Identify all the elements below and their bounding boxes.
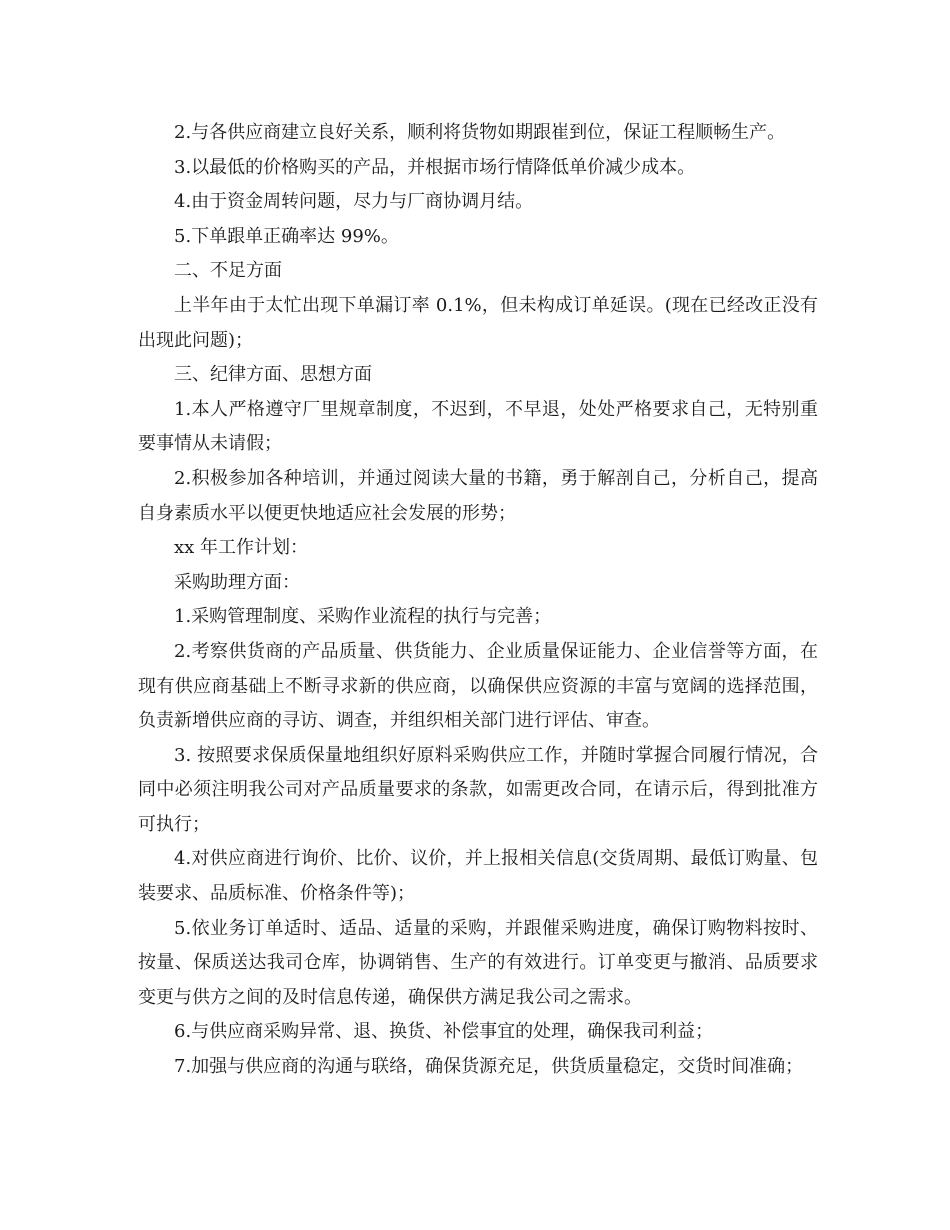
list-item: 2.考察供货商的产品质量、供货能力、企业质量保证能力、企业信誉等方面，在现有供应商基础上不断寻求新的供应商，以确保供应资源的丰富与宽阔的选择范围，负责新增供应商的寻访、调查，并组织相关部门进行评估、审查。	[138, 640, 818, 732]
document-body	[138, 116, 818, 1085]
list-item: 4.由于资金周转问题，尽力与厂商协调月结。	[174, 191, 534, 213]
list-item: 5.依业务订单适时、适品、适量的采购，并跟催采购进度，确保订购物料按时、按量、保质送达我司仓库，协调销售、生产的有效进行。订单变更与撤消、品质要求变更与供方之间的及时信息传递，确保供方满足我公司之需求。	[138, 917, 818, 1008]
section-heading: 二、不足方面	[174, 260, 282, 282]
section-heading: 三、纪律方面、思想方面	[174, 364, 372, 386]
list-item: 3.以最低的价格购买的产品，并根据市场行情降低单价减少成本。	[174, 156, 696, 178]
list-item: 5.下单跟单正确率达 99%。	[174, 225, 399, 247]
list-item: 1.采购管理制度、采购作业流程的执行与完善；	[174, 606, 552, 628]
list-item: 6.与供应商采购异常、退、换货、补偿事宜的处理，确保我司利益；	[174, 1021, 714, 1043]
list-item: 1.本人严格遵守厂里规章制度，不迟到，不早退，处处严格要求自己，无特别重要事情从未请假；	[138, 398, 818, 455]
list-item: 2.与各供应商建立良好关系，顺利将货物如期跟崔到位，保证工程顺畅生产。	[174, 122, 786, 143]
list-item: 7.加强与供应商的沟通与联络，确保货源充足，供货质量稳定，交货时间准确；	[174, 1056, 804, 1078]
list-item: 3. 按照要求保质保量地组织好原料采购供应工作，并随时掌握合同履行情况，合同中必须注明我公司对产品质量要求的条款，如需更改合同，在请示后，得到批准方可执行；	[138, 744, 818, 835]
section-heading: xx 年工作计划：	[174, 537, 309, 559]
paragraph: 上半年由于太忙出现下单漏订率 0.1%，但未构成订单延误。(现在已经改正没有出现此问题)；	[138, 294, 818, 351]
list-item: 4.对供应商进行询价、比价、议价，并上报相关信息(交货周期、最低订购量、包装要求、品质标准、价格条件等)；	[138, 848, 818, 905]
list-item: 2.积极参加各种培训，并通过阅读大量的书籍，勇于解剖自己，分析自己，提高自身素质水平以便更快地适应社会发展的形势；	[138, 467, 818, 524]
subsection-heading: 采购助理方面：	[174, 571, 300, 593]
